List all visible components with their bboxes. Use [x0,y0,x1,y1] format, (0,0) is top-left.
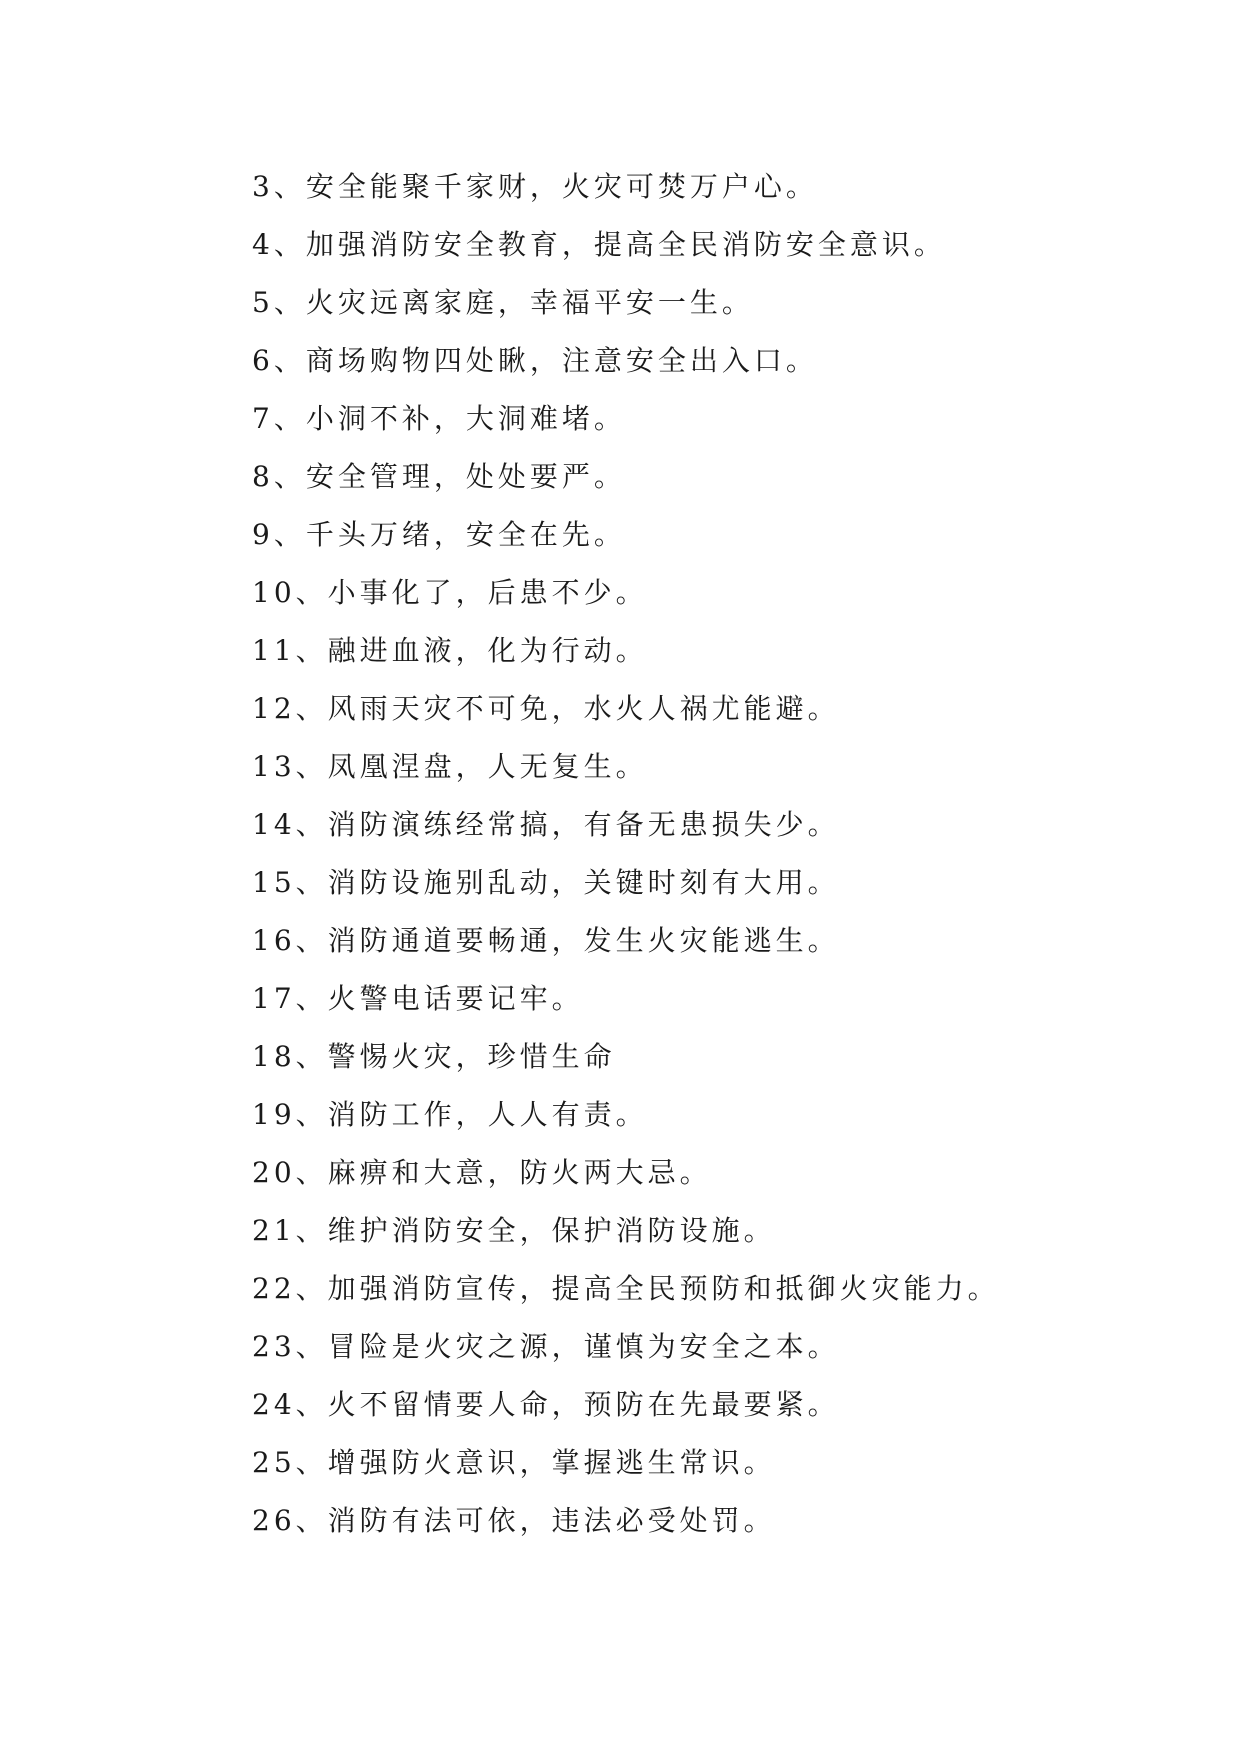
slogan-line: 5、火灾远离家庭，幸福平安一生。 [252,286,754,319]
slogan-line: 22、加强消防宣传，提高全民预防和抵御火灾能力。 [252,1272,1000,1305]
slogan-line: 9、千头万绪，安全在先。 [252,518,626,551]
slogan-list [252,158,1000,1550]
slogan-line: 6、商场购物四处瞅，注意安全出入口。 [252,344,818,377]
slogan-line: 24、火不留情要人命，预防在先最要紧。 [252,1388,840,1421]
slogan-line: 23、冒险是火灾之源，谨慎为安全之本。 [252,1330,840,1363]
slogan-line: 8、安全管理，处处要严。 [252,460,626,493]
slogan-line: 17、火警电话要记牢。 [252,982,584,1015]
slogan-line: 14、消防演练经常搞，有备无患损失少。 [252,808,840,841]
slogan-line: 15、消防设施别乱动，关键时刻有大用。 [252,866,840,899]
slogan-line: 19、消防工作，人人有责。 [252,1098,648,1131]
slogan-line: 4、加强消防安全教育，提高全民消防安全意识。 [252,228,946,261]
slogan-line: 12、风雨天灾不可免，水火人祸尤能避。 [252,692,840,725]
slogan-line: 25、增强防火意识，掌握逃生常识。 [252,1446,776,1479]
slogan-line: 21、维护消防安全，保护消防设施。 [252,1214,776,1247]
slogan-line: 26、消防有法可依，违法必受处罚。 [252,1504,776,1537]
slogan-line: 11、融进血液，化为行动。 [252,634,648,667]
slogan-line: 3、安全能聚千家财，火灾可焚万户心。 [252,170,818,203]
slogan-line: 20、麻痹和大意，防火两大忌。 [252,1156,712,1189]
slogan-line: 7、小洞不补，大洞难堵。 [252,402,626,435]
slogan-line: 16、消防通道要畅通，发生火灾能逃生。 [252,924,840,957]
slogan-line: 10、小事化了，后患不少。 [252,576,648,609]
slogan-line: 18、警惕火灾，珍惜生命 [252,1040,616,1073]
slogan-line: 13、凤凰涅盘，人无复生。 [252,750,648,783]
